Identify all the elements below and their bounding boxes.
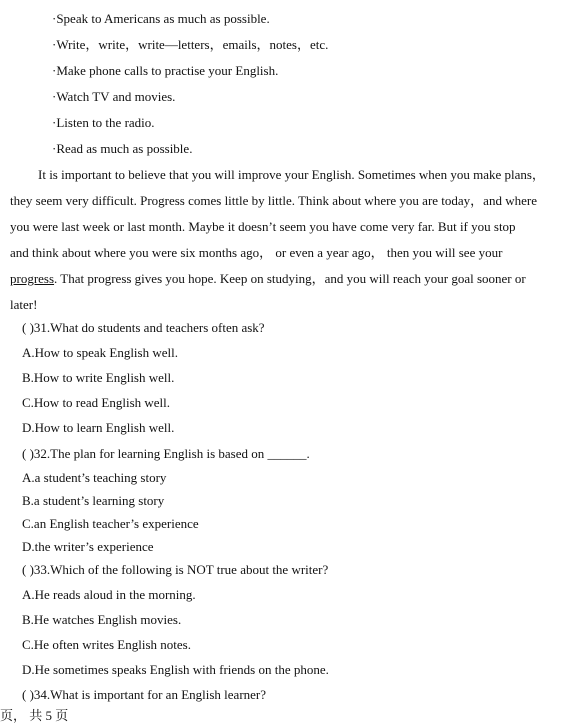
bullet-item: ·Write，write，write—letters，emails，notes，etc. xyxy=(52,37,329,52)
option: C.an English teacher’s experience xyxy=(22,516,199,531)
paragraph-line: It is important to believe that you will improve your English. Sometimes when you make plans， xyxy=(38,167,545,182)
paragraph-line: they seem very difficult. Progress comes little by little. Think about where you are today，and where xyxy=(10,193,537,208)
bullet-item: ·Make phone calls to practise your English. xyxy=(52,63,279,78)
question-stem: ( )32.The plan for learning English is based on ______. xyxy=(22,446,310,461)
paragraph-line: you were last week or last month. Maybe it doesn’t seem you have come very far. But if you stop xyxy=(10,219,516,234)
option: D.the writer’s experience xyxy=(22,539,154,554)
option: A.a student’s teaching story xyxy=(22,470,167,485)
paragraph-line xyxy=(10,271,526,287)
question-stem: ( )31.What do students and teachers often ask? xyxy=(22,320,265,335)
bullet-item: ·Speak to Americans as much as possible. xyxy=(52,11,270,26)
paragraph-text: . That progress gives you hope. Keep on studying，and you will reach your goal sooner or xyxy=(54,271,526,286)
option: C.How to read English well. xyxy=(22,395,171,410)
question-stem: ( )34.What is important for an English learner? xyxy=(22,687,267,702)
question-stem: ( )33.Which of the following is NOT true about the writer? xyxy=(22,562,329,577)
option: B.He watches English movies. xyxy=(22,612,182,627)
underlined-word: progress xyxy=(10,271,55,286)
bullet-item: ·Listen to the radio. xyxy=(52,115,155,130)
paragraph-line: later! xyxy=(10,297,38,312)
option: D.He sometimes speaks English with friends on the phone. xyxy=(22,662,329,677)
option: D.How to learn English well. xyxy=(22,420,175,435)
option: B.a student’s learning story xyxy=(22,493,165,508)
option: B.How to write English well. xyxy=(22,370,175,385)
paragraph-line: and think about where you were six months ago， or even a year ago， then you will see your xyxy=(10,245,503,260)
option: A.He reads aloud in the morning. xyxy=(22,587,196,602)
option: A.How to speak English well. xyxy=(22,345,178,360)
page-footer: 页， 共 5 页 xyxy=(0,708,69,723)
bullet-item: ·Watch TV and movies. xyxy=(52,89,176,104)
bullet-item: ·Read as much as possible. xyxy=(52,141,193,156)
option: C.He often writes English notes. xyxy=(22,637,191,652)
